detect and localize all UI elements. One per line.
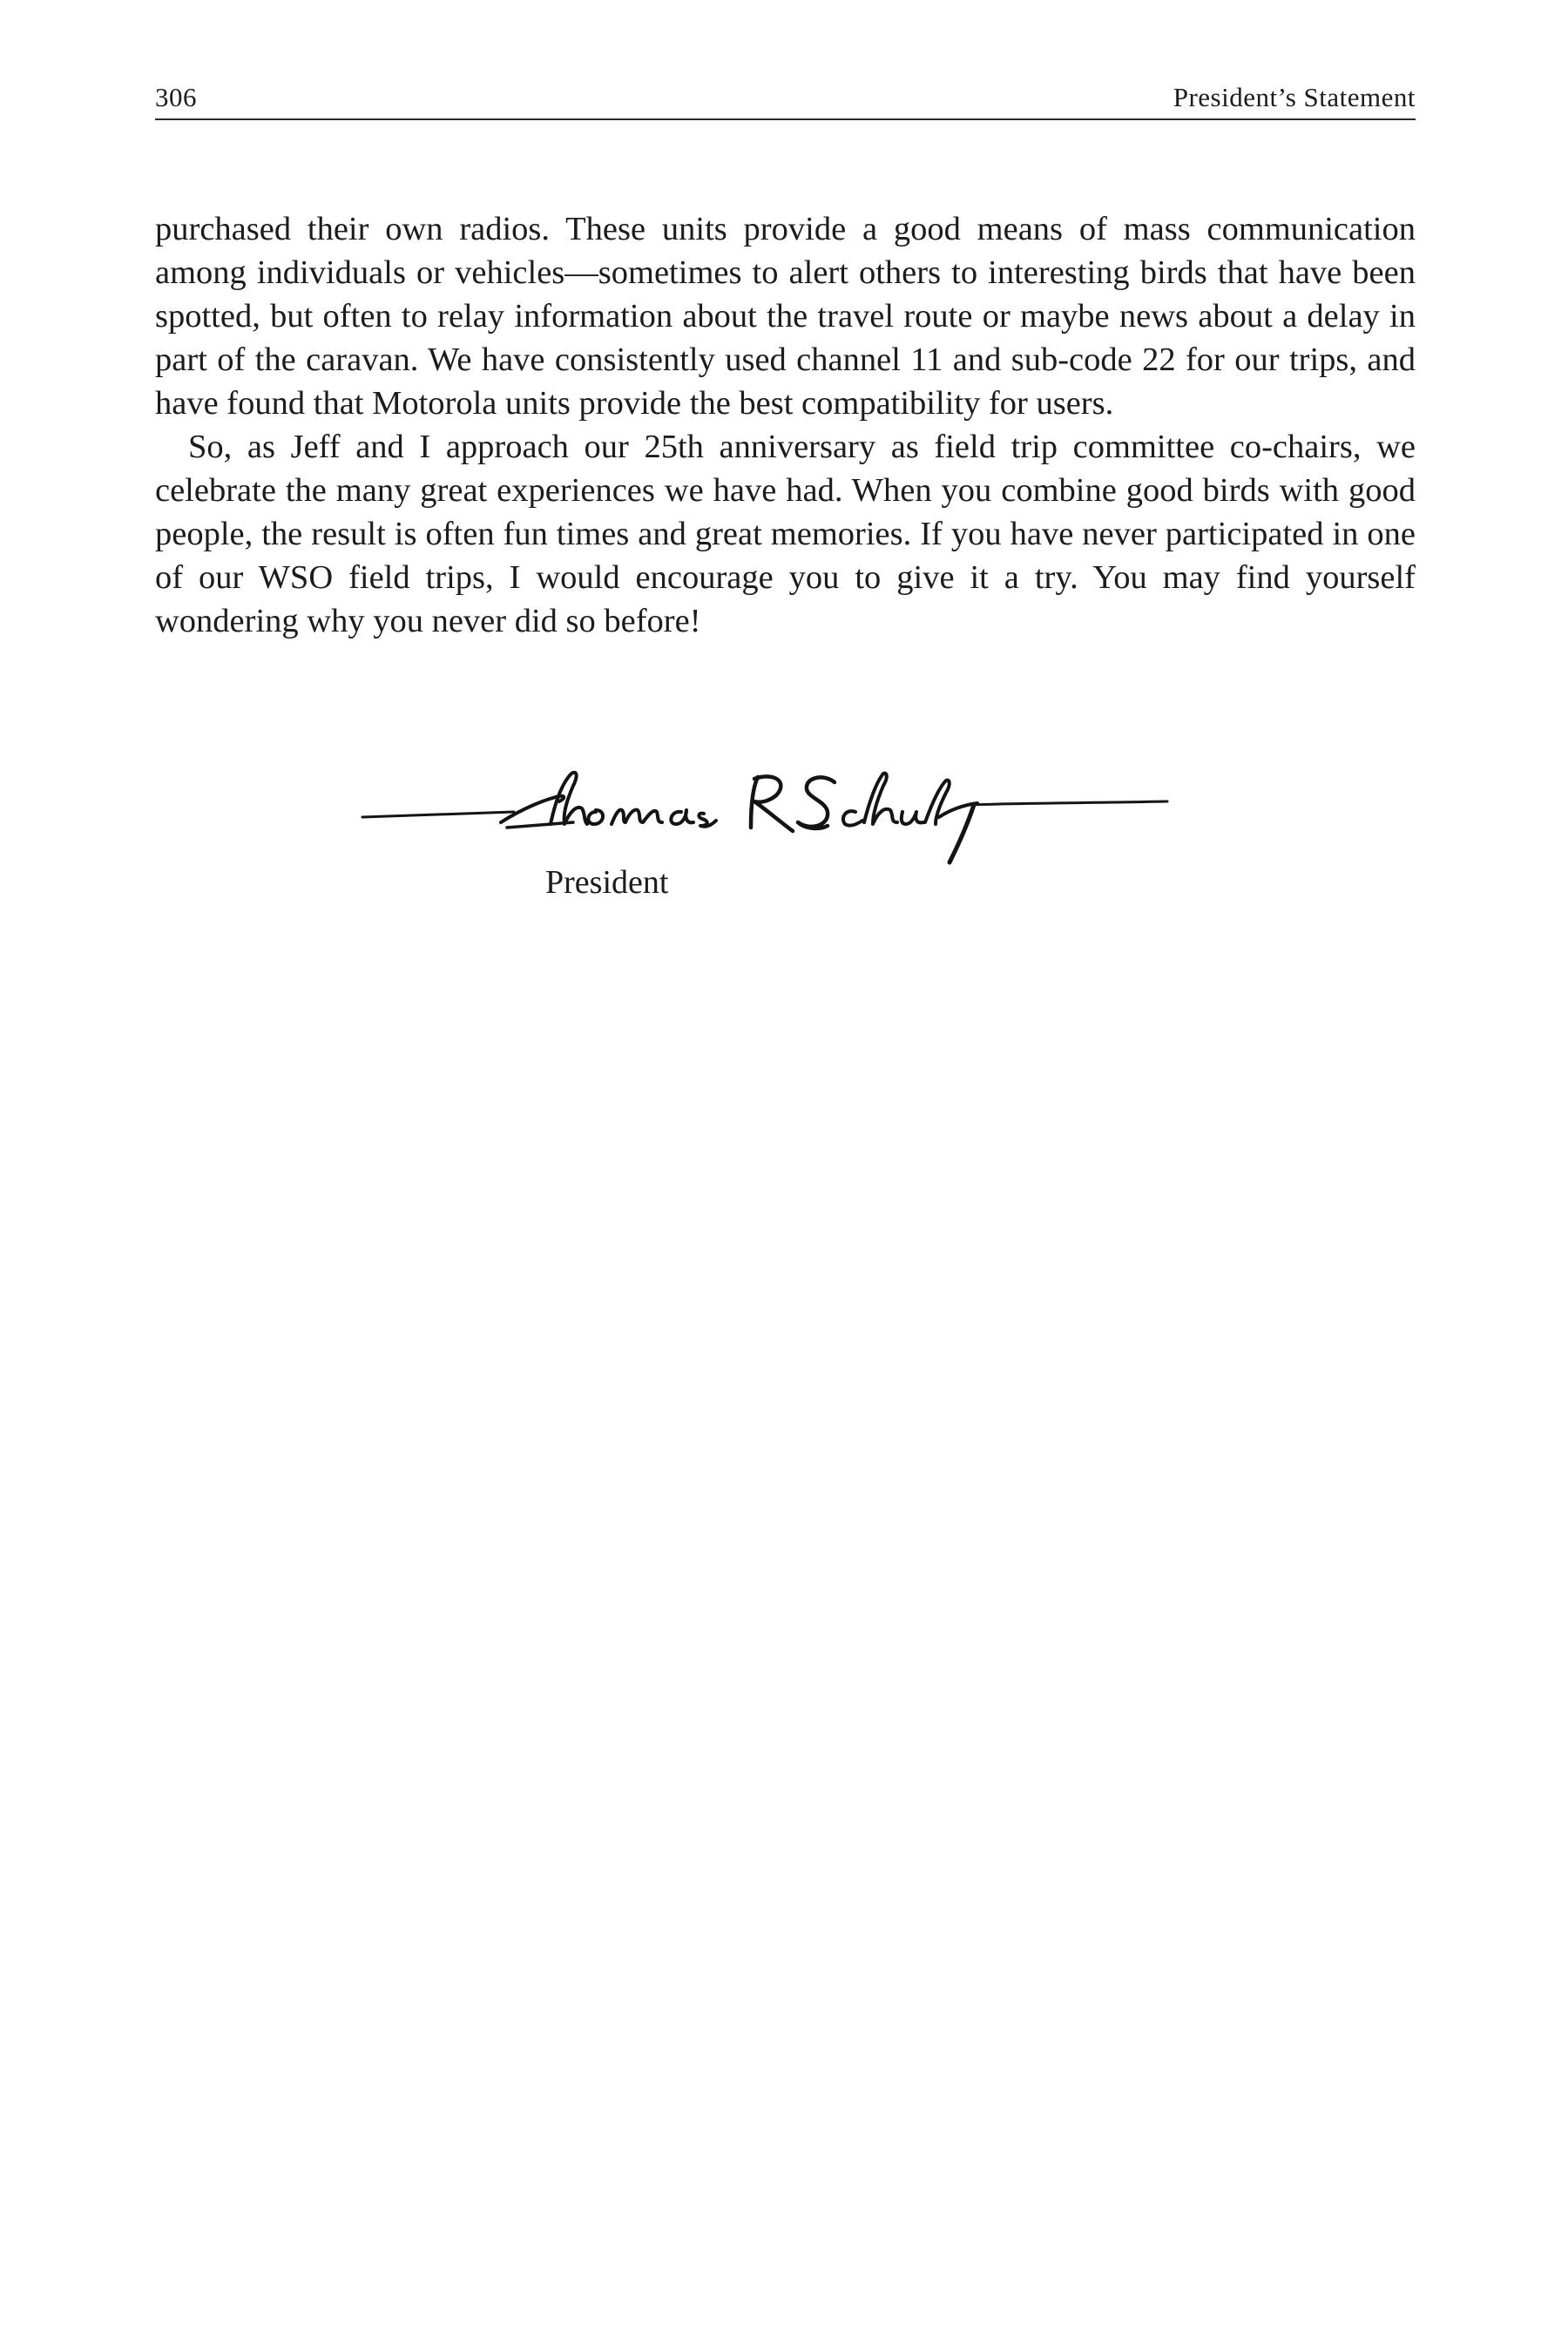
signatory-title: President bbox=[545, 864, 669, 901]
body-text bbox=[155, 207, 1416, 643]
handwritten-signature bbox=[357, 747, 1185, 887]
page-number: 306 bbox=[155, 82, 197, 112]
running-header bbox=[155, 80, 1416, 120]
paragraph-1: purchased their own radios. These units provide a good means of mass communication among individuals or vehicles—sometimes to alert others to interesting birds that have been spotted, but often to relay information about the travel route or maybe news about a delay in part of the caravan. We have consistently used channel 11 and sub-code 22 for our trips, and have found that Motorola units provide the best compatibility for users. bbox=[155, 211, 1416, 422]
paragraph-2: So, as Jeff and I approach our 25th anniversary as field trip committee co-chairs, we celebrate the many great experiences we have had. When you combine good birds with good people, the result is often fun times and great memories. If you have never participated in one of our WSO field trips, I would encourage you to give it a try. You may find yourself wondering why you never did so before! bbox=[155, 429, 1416, 639]
running-title: President’s Statement bbox=[1173, 82, 1416, 112]
signature-graphic bbox=[357, 747, 1185, 887]
